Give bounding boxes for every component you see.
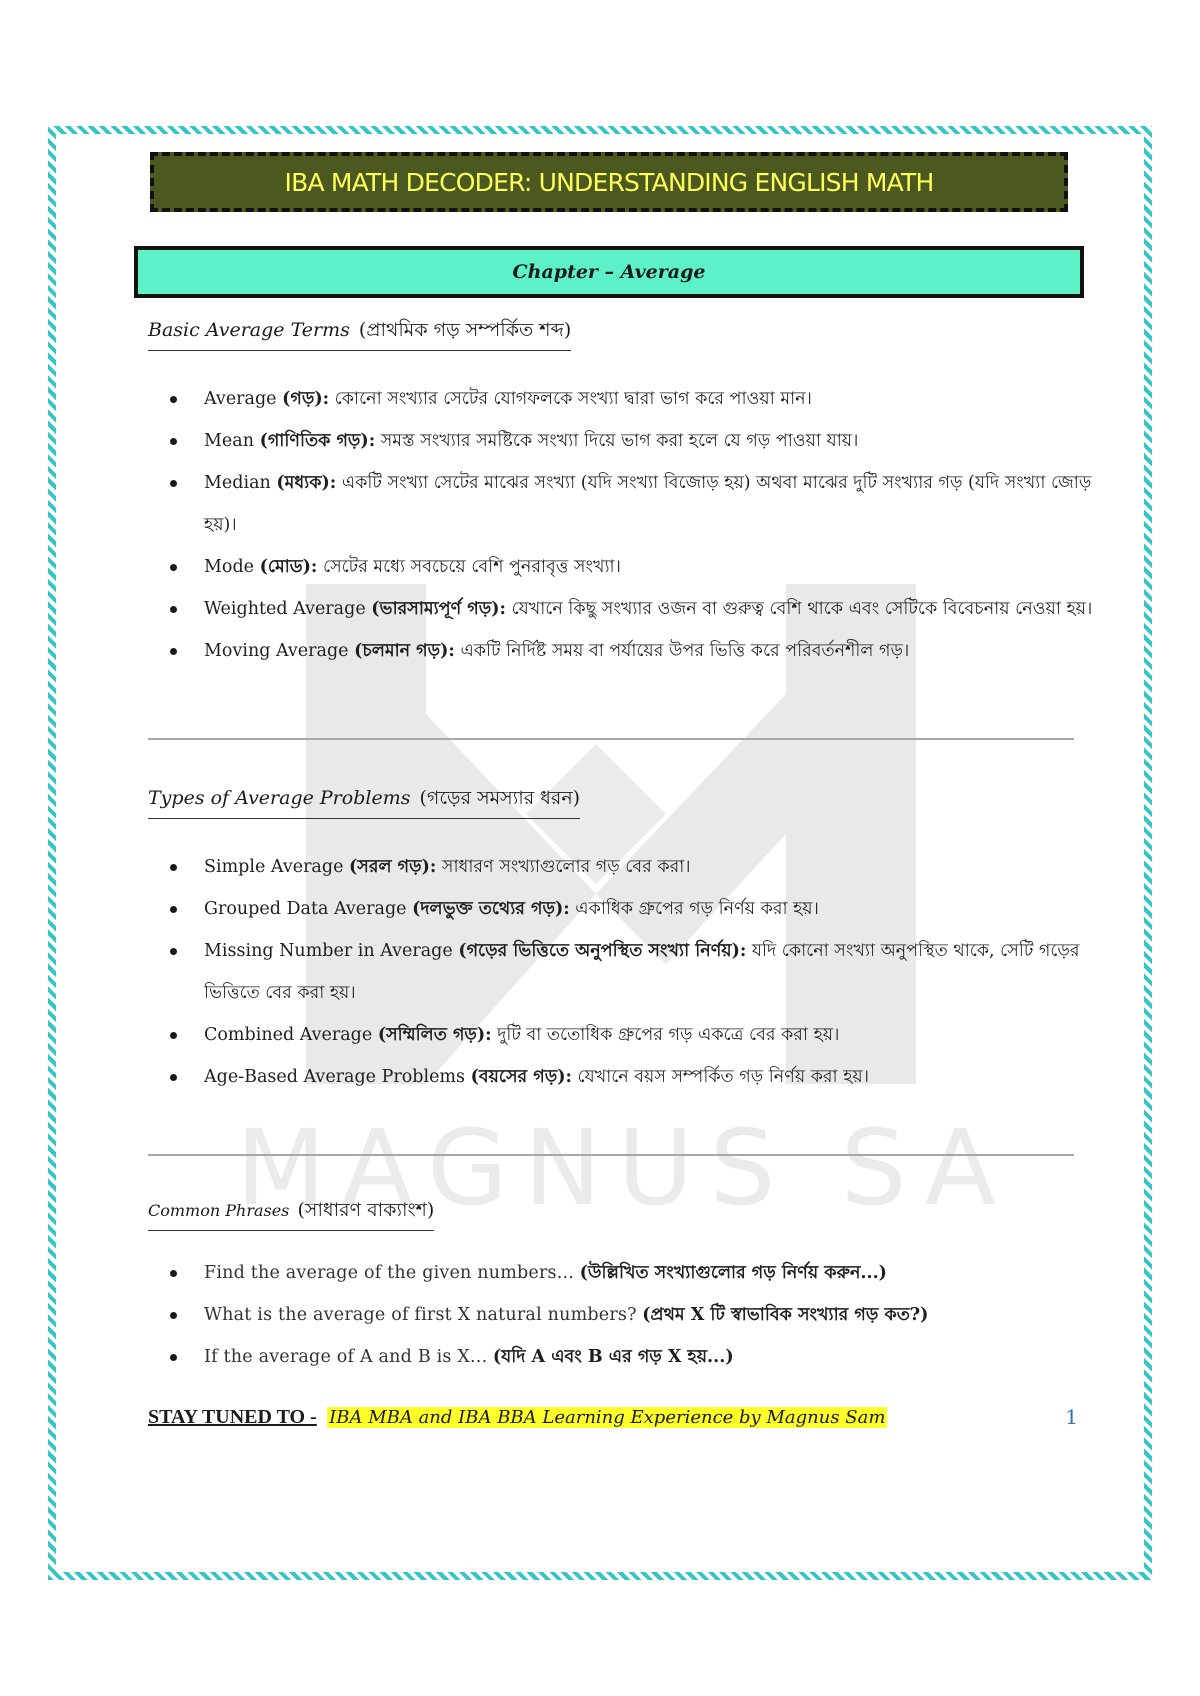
term-description: যেখানে বয়স সম্পর্কিত গড় নির্ণয় করা হয়। [577,1067,869,1087]
term-en: Grouped Data Average [204,899,407,919]
term-description: একাধিক গ্রুপের গড় নির্ণয় করা হয়। [575,899,819,919]
bullet-icon [170,438,177,445]
phrase-translation: (যদি A এবং B এর গড় X হয়...) [492,1347,734,1367]
bullet-icon [170,648,177,655]
list-item [170,1336,1110,1378]
section-heading-bn: (প্রাথমিক গড় সম্পর্কিত শব্দ) [358,319,572,341]
section-heading-en: Common Phrases [148,1201,290,1220]
list-item [170,1252,1110,1294]
bullet-icon [170,1074,177,1081]
title-banner [150,152,1068,212]
term-description: সমস্ত সংখ্যার সমষ্টিকে সংখ্যা দিয়ে ভাগ করা হলে যে গড় পাওয়া যায়। [380,431,859,451]
page-number: 1 [1065,1405,1078,1429]
term-en: Average [204,389,277,409]
bullet-icon [170,1354,177,1361]
footer-lead: STAY TUNED TO - [148,1406,317,1428]
term-bn: (চলমান গড়): [354,641,455,661]
term-en: Mode [204,557,255,577]
bullet-icon [170,1270,177,1277]
section-divider [148,738,1074,740]
bullet-icon [170,480,177,487]
term-description: একটি সংখ্যা সেটের মাঝের সংখ্যা (যদি সংখ্যা বিজোড় হয়) অথবা মাঝের দুটি সংখ্যার গড় (যদি সংখ্যা জোড় হয়)। [204,473,1092,535]
list-item [170,888,1110,930]
bullet-icon [170,606,177,613]
list-item [170,378,1110,420]
watermark-text: MAGNUS SA [236,1107,1012,1229]
term-description: যদি কোনো সংখ্যা অনুপস্থিত থাকে, সেটি গড়ের ভিত্তিতে বের করা হয়। [204,941,1080,1003]
list-item [170,846,1110,888]
chapter-title: Chapter – Average [512,261,706,283]
bullet-icon [170,1312,177,1319]
term-en: Mean [204,431,254,451]
list-item [170,546,1110,588]
page-border [48,126,1152,1580]
term-bn: (মধ্যক): [276,473,337,493]
term-en: Missing Number in Average [204,941,453,961]
bullet-icon [170,906,177,913]
term-en: Age-Based Average Problems [204,1067,466,1087]
term-en: Simple Average [204,857,344,877]
term-bn: (সম্মিলিত গড়): [377,1025,492,1045]
term-bn: (ভারসাম্যপূর্ণ গড়): [371,599,506,619]
title-banner-text: IBA MATH DECODER: UNDERSTANDING ENGLISH MATH [284,167,934,197]
term-bn: (গড়ের ভিত্তিতে অনুপস্থিত সংখ্যা নির্ণয়): [458,941,747,961]
term-description: যেখানে কিছু সংখ্যার ওজন বা গুরুত্ব বেশি থাকে এবং সেটিকে বিবেচনায় নেওয়া হয়। [511,599,1093,619]
bullet-icon [170,396,177,403]
phrase-translation: (উল্লিখিত সংখ্যাগুলোর গড় নির্ণয় করুন...) [579,1263,887,1283]
term-en: Combined Average [204,1025,373,1045]
term-bn: (সরল গড়): [349,857,437,877]
term-description: দুটি বা ততোধিক গ্রুপের গড় একত্রে বের করা হয়। [497,1025,840,1045]
term-bn: (দলভুক্ত তথ্যের গড়): [412,899,570,919]
term-description: কোনো সংখ্যার সেটের যোগফলকে সংখ্যা দ্বারা ভাগ করে পাওয়া মান। [334,389,812,409]
footer-highlight: IBA MBA and IBA BBA Learning Experience by Magnus Sam [329,1407,886,1428]
term-bn: (গড়): [282,389,330,409]
list-item [170,1014,1110,1056]
chapter-title-bar [134,246,1084,298]
term-en: Weighted Average [204,599,366,619]
section-heading-basic-terms [148,316,571,351]
common-phrases-list [170,1252,1110,1378]
term-en: Moving Average [204,641,349,661]
list-item [170,1294,1110,1336]
problem-types-list [170,846,1110,1098]
bullet-icon [170,564,177,571]
footer [148,1404,1074,1429]
term-en: Median [204,473,271,493]
section-heading-en: Basic Average Terms [148,319,350,341]
term-bn: (বয়সের গড়): [470,1067,572,1087]
list-item [170,420,1110,462]
section-heading-common-phrases [148,1196,434,1231]
term-description: সেটের মধ্যে সবচেয়ে বেশি পুনরাবৃত্ত সংখ্যা। [322,557,621,577]
section-heading-bn: (গড়ের সমস্যার ধরন) [419,787,581,809]
bullet-icon [170,1032,177,1039]
list-item [170,930,1110,1014]
bullet-icon [170,948,177,955]
bullet-icon [170,864,177,871]
list-item [170,630,1110,672]
term-description: একটি নির্দিষ্ট সময় বা পর্যায়ের উপর ভিত্তি করে পরিবর্তনশীল গড়। [460,641,910,661]
term-bn: (মোড): [259,557,318,577]
basic-terms-list [170,378,1110,672]
section-heading-problem-types [148,784,580,819]
phrase-en: If the average of A and B is X... [204,1347,488,1367]
phrase-translation: (প্রথম X টি স্বাভাবিক সংখ্যার গড় কত?) [642,1305,929,1325]
section-heading-bn: (সাধারণ বাক্যাংশ) [297,1199,435,1221]
list-item [170,1056,1110,1098]
term-bn: (গাণিতিক গড়): [259,431,376,451]
list-item [170,588,1110,630]
section-divider [148,1154,1074,1156]
phrase-en: What is the average of first X natural numbers? [204,1305,637,1325]
term-description: সাধারণ সংখ্যাগুলোর গড় বের করা। [441,857,691,877]
list-item [170,462,1110,546]
section-heading-en: Types of Average Problems [148,787,411,809]
phrase-en: Find the average of the given numbers... [204,1263,574,1283]
